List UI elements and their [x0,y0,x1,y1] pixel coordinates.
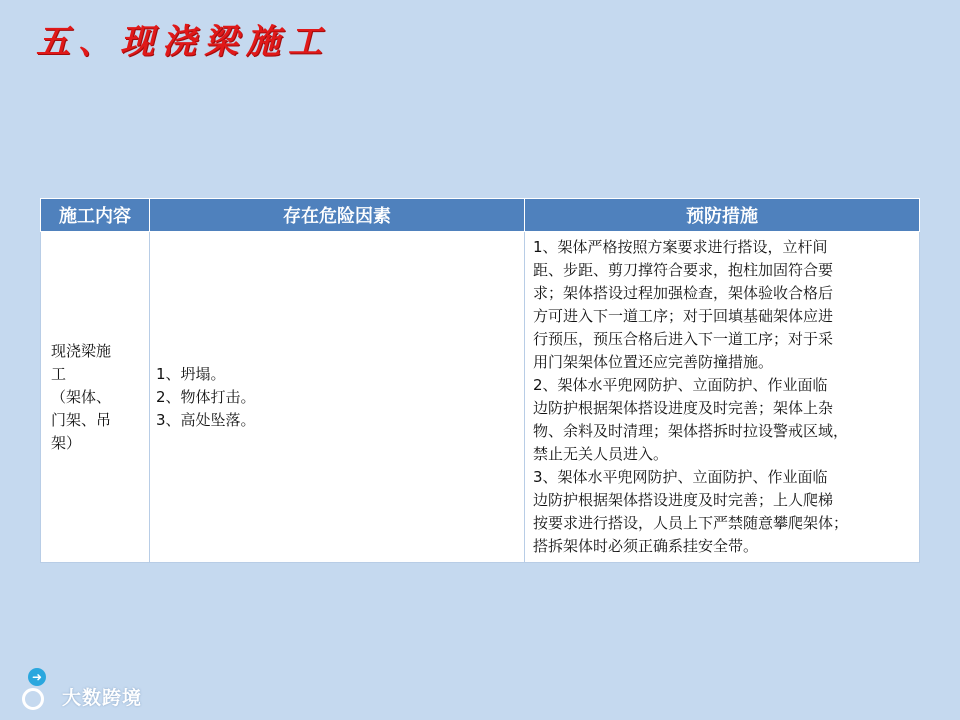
measure-line: 行预压，预压合格后进入下一道工序；对于采 [533,330,834,348]
measure-line: 禁止无关人员进入。 [533,445,669,463]
measure-line: 1、架体严格按照方案要求进行搭设，立杆间 [533,238,828,256]
content-line: 现浇梁施 [51,341,112,360]
measure-line: 物、余料及时清理；架体搭拆时拉设警戒区域， [533,422,849,440]
content-line: 架） [51,433,82,452]
measure-line: 按要求进行搭设，人员上下严禁随意攀爬架体； [533,514,849,532]
header-construction-content: 施工内容 [41,199,150,232]
cell-construction-content [41,232,150,563]
table-row [41,232,920,563]
hazard-item: 1、坍塌。 [156,364,226,383]
logo-icon: ➜ [22,668,52,712]
cell-hazards [150,232,525,563]
measure-line: 3、架体水平兜网防护、立面防护、作业面临 [533,468,828,486]
page-title: 五、现浇梁施工 [36,22,330,62]
content-line: 工 [51,364,67,383]
header-hazards: 存在危险因素 [150,199,525,232]
measure-line: 2、架体水平兜网防护、立面防护、作业面临 [533,376,828,394]
cell-measures [525,232,920,563]
measure-line: 边防护根据架体搭设进度及时完善；架体上杂 [533,399,834,417]
hazard-item: 2、物体打击。 [156,387,256,406]
measure-line: 用门架架体位置还应完善防撞措施。 [533,353,774,371]
content-line: 门架、吊 [51,410,112,429]
watermark-text: 大数跨境 [62,687,143,709]
measure-line: 搭拆架体时必须正确系挂安全带。 [533,537,759,555]
measure-line: 边防护根据架体搭设进度及时完善；上人爬梯 [533,491,834,509]
measure-line: 求；架体搭设过程加强检查，架体验收合格后 [533,284,834,302]
measure-line: 方可进入下一道工序；对于回填基础架体应进 [533,307,834,325]
hazard-table [40,198,919,563]
table-header-row [41,199,920,232]
watermark [22,668,142,712]
content-line: （架体、 [51,387,112,406]
hazard-item: 3、高处坠落。 [156,410,256,429]
header-measures: 预防措施 [525,199,920,232]
measure-line: 距、步距、剪刀撑符合要求，抱柱加固符合要 [533,261,834,279]
